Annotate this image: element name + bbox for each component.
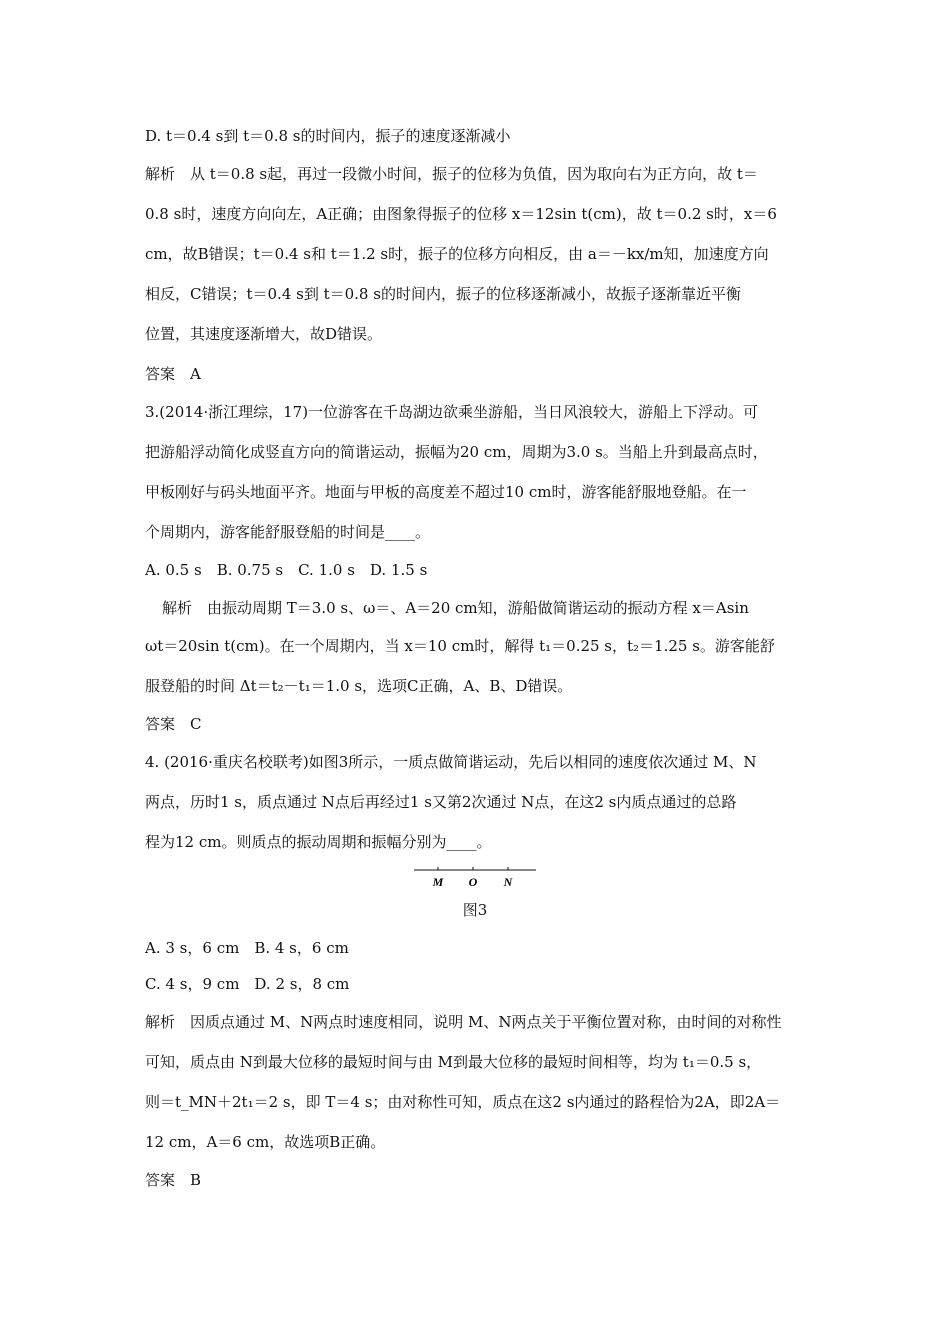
question-4-options: A. 3 s，6 cm B. 4 s，6 cm [145,939,349,957]
analysis-line: 服登船的时间 Δt＝t₂－t₁＝1.0 s，选项C正确，A、B、D错误。 [145,677,573,695]
question-3-options: A. 0.5 s B. 0.75 s C. 1.0 s D. 1.5 s [145,561,428,579]
analysis-line: 可知，质点由 N到最大位移的最短时间与由 M到最大位移的最短时间相等，均为 t₁＝0.5 s， [145,1053,762,1071]
label-o: O [468,875,478,889]
figure-3-diagram [414,866,536,892]
question-3-text: 把游船浮动简化成竖直方向的简谐运动，振幅为20 cm，周期为3.0 s。当船上升到最高点时， [145,443,768,461]
analysis-line: 解析 由振动周期 T＝3.0 s、ω＝、A＝20 cm知，游船做简谐运动的振动方程 x＝Asin [162,599,749,617]
label-n: N [503,875,513,889]
answer-line: 答案 A [145,365,201,383]
analysis-line: 位置，其速度逐渐增大，故D错误。 [145,325,383,343]
label-m: M [432,875,444,889]
question-4-text: 4. (2016·重庆名校联考)如图3所示，一质点做简谐运动，先后以相同的速度依次通过 M、N [145,753,757,771]
analysis-line: 解析 因质点通过 M、N两点时速度相同，说明 M、N两点关于平衡位置对称，由时间的对称性 [145,1013,782,1031]
figure-caption: 图3 [462,901,488,919]
analysis-line: cm，故B错误；t＝0.4 s和 t＝1.2 s时，振子的位移方向相反，由 a＝－kx/m知，加速度方向 [145,245,769,263]
question-4-options: C. 4 s，9 cm D. 2 s，8 cm [145,975,350,993]
analysis-line: 12 cm，A＝6 cm，故选项B正确。 [145,1133,386,1151]
answer-line: 答案 C [145,715,202,733]
question-3-text: 3.(2014·浙江理综，17)一位游客在千岛湖边欲乘坐游船，当日风浪较大，游船上下浮动。可 [145,403,759,421]
analysis-line: 解析 从 t＝0.8 s起，再过一段微小时间，振子的位移为负值，因为取向右为正方向，故 t＝ [145,165,758,183]
analysis-line: 0.8 s时，速度方向向左，A正确；由图象得振子的位移 x＝12sin t(cm)，故 t＝0.2 s时，x＝6 [145,205,777,223]
question-3-text: 个周期内，游客能舒服登船的时间是____。 [145,523,431,541]
analysis-line: 相反，C错误；t＝0.4 s到 t＝0.8 s的时间内，振子的位移逐渐减小，故振子逐渐靠近平衡 [145,285,741,303]
analysis-line: 则＝t_MN＋2t₁＝2 s，即 T＝4 s；由对称性可知，质点在这2 s内通过的路程恰为2A，即2A＝ [145,1093,781,1111]
question-4-text: 两点，历时1 s，质点通过 N点后再经过1 s又第2次通过 N点，在这2 s内质点通过的总路 [145,793,737,811]
analysis-line: ωt＝20sin t(cm)。在一个周期内，当 x＝10 cm时，解得 t₁＝0.25 s，t₂＝1.25 s。游客能舒 [145,637,775,655]
answer-line: 答案 B [145,1171,202,1189]
question-4-text: 程为12 cm。则质点的振动周期和振幅分别为____。 [145,833,492,851]
question-3-text: 甲板刚好与码头地面平齐。地面与甲板的高度差不超过10 cm时，游客能舒服地登船。在一 [145,483,747,501]
option-d-text: D. t＝0.4 s到 t＝0.8 s的时间内，振子的速度逐渐减小 [145,127,511,145]
